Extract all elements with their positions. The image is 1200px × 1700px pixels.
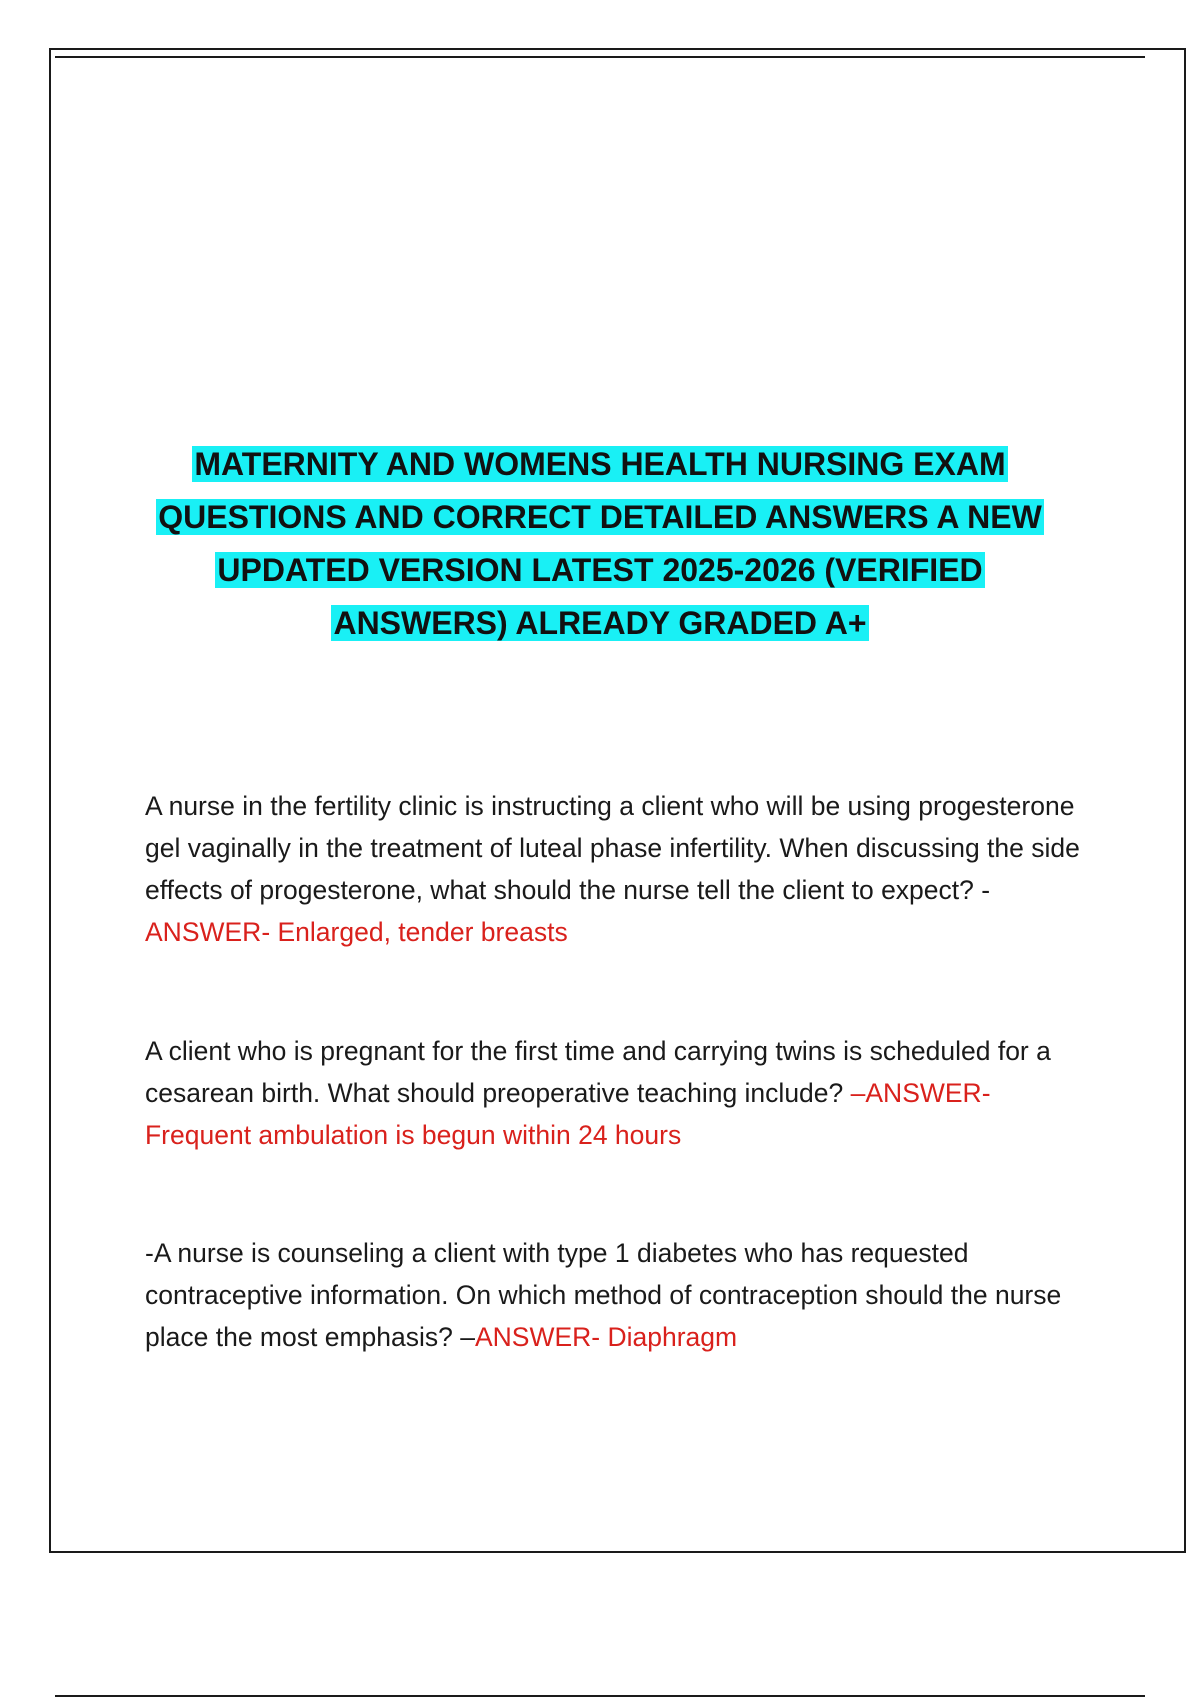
answer-3-text: ANSWER- Diaphragm [474,1322,738,1352]
question-3-text: -A nurse is counseling a client with type 1 diabetes who has requested contraceptive information. On which method of contraception should the nurse place the most emphasis? – [145,1238,1062,1352]
title-line-3: UPDATED VERSION LATEST 2025-2026 (VERIFIED [217,552,983,588]
answer-1-text: ANSWER- Enlarged, tender breasts [145,917,568,947]
question-2-text: A client who is pregnant for the first time and carrying twins is scheduled for a cesarean birth. What should preoperative teaching include? [145,1036,1051,1108]
answer-2-text: –ANSWER- Frequent ambulation is begun within 24 hours [145,1078,991,1150]
title-line-1: MATERNITY AND WOMENS HEALTH NURSING EXAM [194,446,1006,482]
title-line-4: ANSWERS) ALREADY GRADED A+ [333,605,867,641]
question-2 [145,1030,1090,1156]
document-title [100,438,1100,650]
question-1-text: A nurse in the fertility clinic is instructing a client who will be using progesterone gel vaginally in the treatment of luteal phase infertility. When discussing the side effects of progesterone, what should the nurse tell the client to expect? - [145,791,1080,905]
title-line-2: QUESTIONS AND CORRECT DETAILED ANSWERS A NEW [158,499,1042,535]
question-1 [145,785,1090,953]
question-3 [145,1232,1090,1358]
bottom-rule [55,1695,1145,1697]
